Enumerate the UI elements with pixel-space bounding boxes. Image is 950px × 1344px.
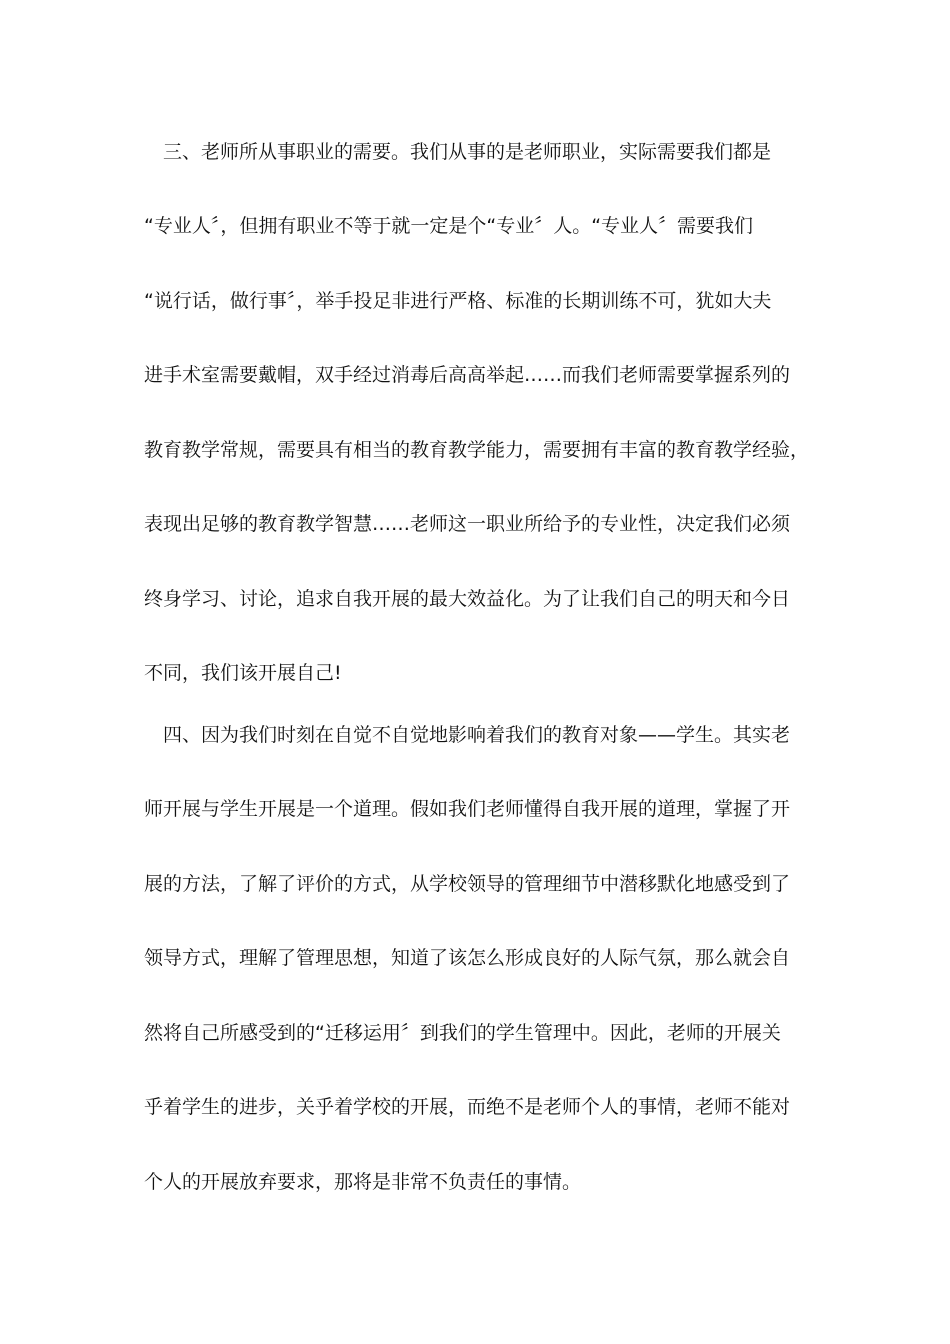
- paragraph-3-line-5: 教育教学常规，需要具有相当的教育教学能力，需要拥有丰富的教育教学经验，: [144, 439, 810, 461]
- paragraph-4-line-1: 四、因为我们时刻在自觉不自觉地影响着我们的教育对象——学生。其实老: [163, 724, 791, 746]
- paragraph-3-line-1: 三、老师所从事职业的需要。我们从事的是老师职业，实际需要我们都是: [163, 141, 772, 163]
- paragraph-3-line-2: “专业人〞，但拥有职业不等于就一定是个“专业〞人。“专业人〞需要我们: [144, 215, 754, 237]
- paragraph-4-line-4: 领导方式，理解了管理思想，知道了该怎么形成良好的人际气氛，那么就会自: [144, 947, 791, 969]
- paragraph-4-line-5: 然将自己所感受到的“迁移运用〞到我们的学生管理中。因此，老师的开展关: [144, 1022, 781, 1044]
- paragraph-4-line-7: 个人的开展放弃要求，那将是非常不负责任的事情。: [144, 1171, 582, 1193]
- paragraph-3-line-6: 表现出足够的教育教学智慧……老师这一职业所给予的专业性，决定我们必须: [144, 513, 791, 535]
- paragraph-3-line-7: 终身学习、讨论，追求自我开展的最大效益化。为了让我们自己的明天和今日: [144, 588, 791, 610]
- paragraph-3-line-8: 不同，我们该开展自己!: [144, 662, 342, 684]
- paragraph-3-line-4: 进手术室需要戴帽，双手经过消毒后高高举起……而我们老师需要掌握系列的: [144, 364, 791, 386]
- paragraph-3-line-3: “说行话，做行事〞，举手投足非进行严格、标准的长期训练不可，犹如大夫: [144, 290, 772, 312]
- paragraph-4-line-6: 乎着学生的进步，关乎着学校的开展，而绝不是老师个人的事情，老师不能对: [144, 1096, 791, 1118]
- paragraph-4-line-3: 展的方法，了解了评价的方式，从学校领导的管理细节中潜移默化地感受到了: [144, 873, 791, 895]
- paragraph-4-line-2: 师开展与学生开展是一个道理。假如我们老师懂得自我开展的道理，掌握了开: [144, 798, 791, 820]
